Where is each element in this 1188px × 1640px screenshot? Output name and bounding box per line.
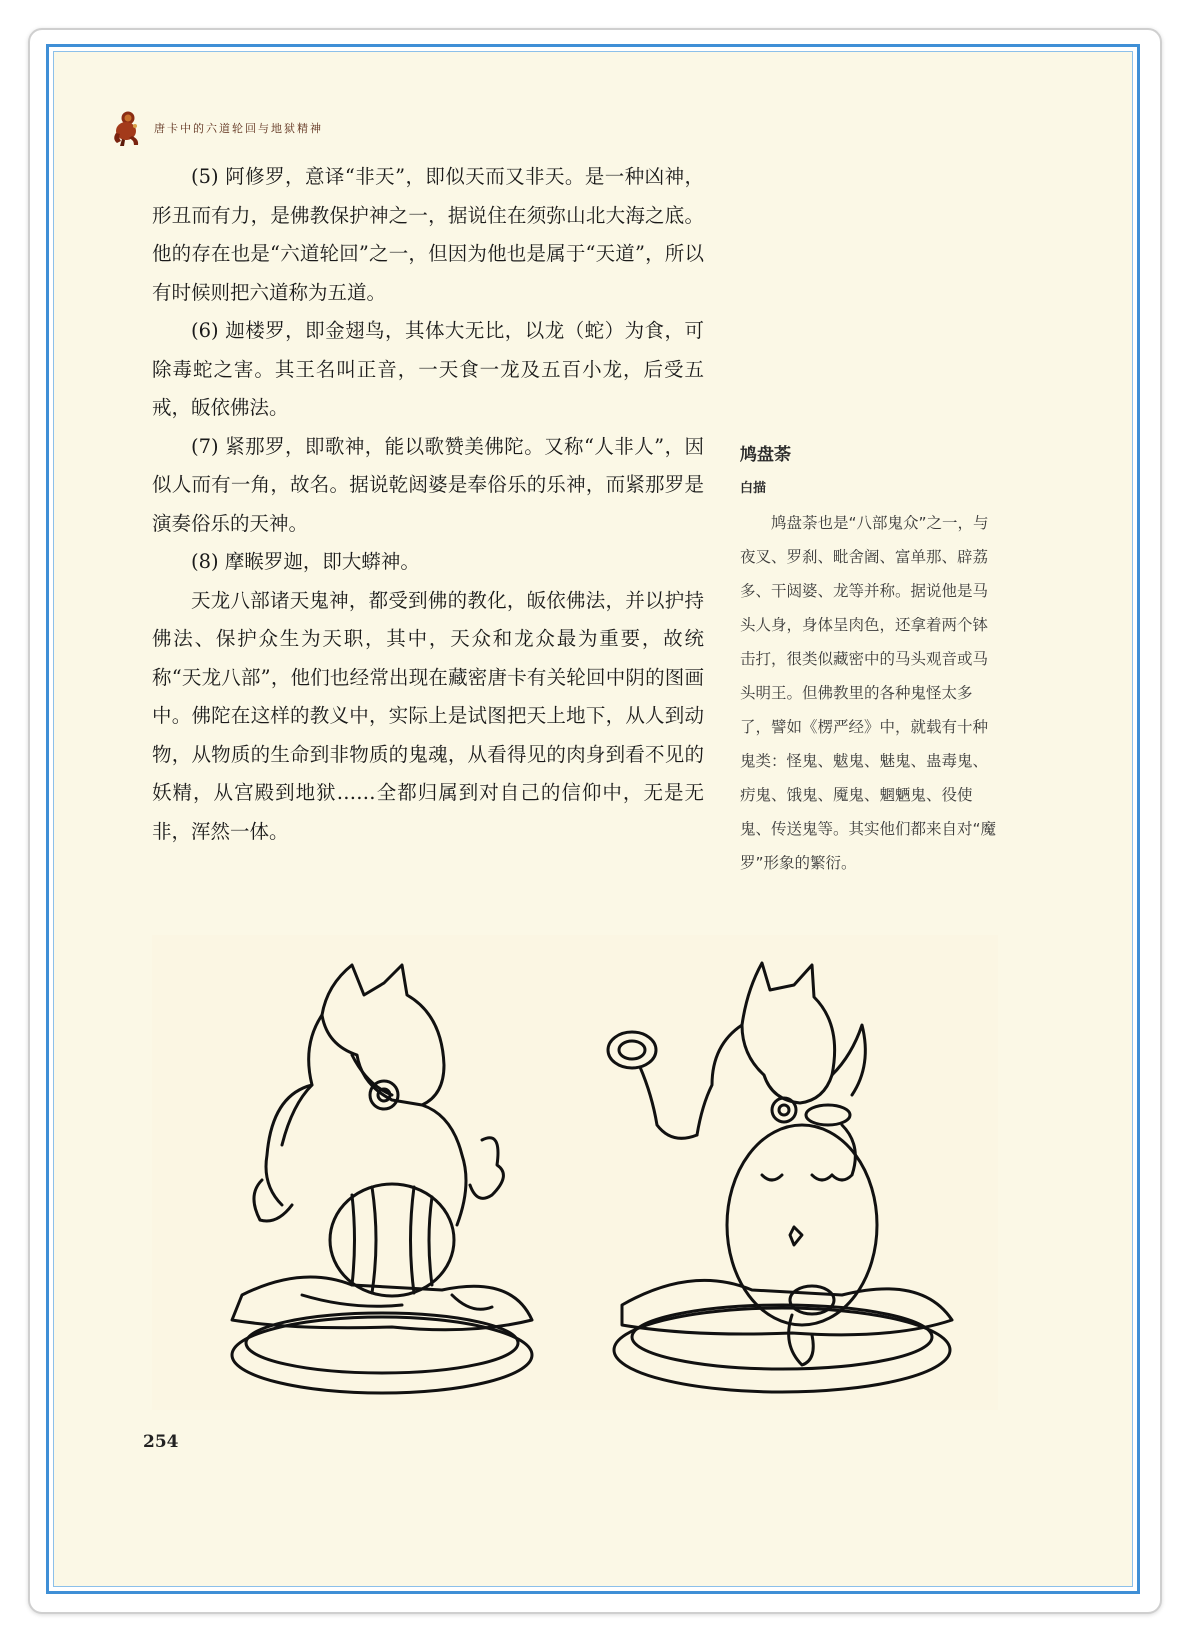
caption-subtitle: 白描 xyxy=(740,481,767,496)
monkey-figure-icon xyxy=(110,109,144,147)
horse-headed-deities-drawing xyxy=(152,935,998,1410)
running-header xyxy=(110,108,323,148)
caption-body: 鸠盘荼也是“八部鬼众”之一，与夜叉、罗刹、毗舍阇、富单那、辟荔多、干闼婆、龙等并称。据说他是马头人身，身体呈肉色，还拿着两个钵击打，很类似藏密中的马头观音或马头明王。但佛教里的各种鬼怪太多了，譬如《楞严经》中，就载有十种鬼类：怪鬼、魃鬼、魅鬼、蛊毒鬼、疠鬼、饿鬼、魇鬼、魍魉鬼、役使鬼、传送鬼等。其实他们都来自对“魔罗”形象的繁衍。 xyxy=(740,514,997,872)
header-title: 唐卡中的六道轮回与地狱精神 xyxy=(154,122,323,135)
paragraph: (5) 阿修罗，意译“非天”，即似天而又非天。是一种凶神，形丑而有力，是佛教保护神之一，据说住在须弥山北大海之底。他的存在也是“六道轮回”之一，但因为他也是属于“天道”，所以有时候则把六道称为五道。 xyxy=(152,165,704,304)
right-deity-figure xyxy=(608,963,952,1392)
paragraph: 天龙八部诸天鬼神，都受到佛的教化，皈依佛法，并以护持佛法、保护众生为天职，其中，天众和龙众最为重要，故统称“天龙八部”，他们也经常出现在藏密唐卡有关轮回中阴的图画中。佛陀在这样的教义中，实际上是试图把天上地下，从人到动物，从物质的生命到非物质的鬼魂，从看得见的肉身到看不见的妖精，从宫殿到地狱……全都归属到对自己的信仰中，无是无非，浑然一体。 xyxy=(152,588,704,843)
caption-sidebar xyxy=(740,440,998,880)
paragraph: (7) 紧那罗，即歌神，能以歌赞美佛陀。又称“人非人”，因似人而有一角，故名。据说乾闼婆是奉俗乐的乐神，而紧那罗是演奏俗乐的天神。 xyxy=(152,434,704,535)
caption-title: 鸠盘荼 xyxy=(740,445,791,465)
paragraph: (6) 迦楼罗，即金翅鸟，其体大无比，以龙（蛇）为食，可除毒蛇之害。其王名叫正音，一天食一龙及五百小龙，后受五戒，皈依佛法。 xyxy=(152,319,704,419)
page-number: 254 xyxy=(143,1432,179,1452)
paragraph: (8) 摩睺罗迦，即大蟒神。 xyxy=(191,550,420,573)
left-deity-figure xyxy=(232,965,532,1393)
main-text-column xyxy=(152,158,704,851)
kumbhanda-illustration xyxy=(152,935,998,1410)
